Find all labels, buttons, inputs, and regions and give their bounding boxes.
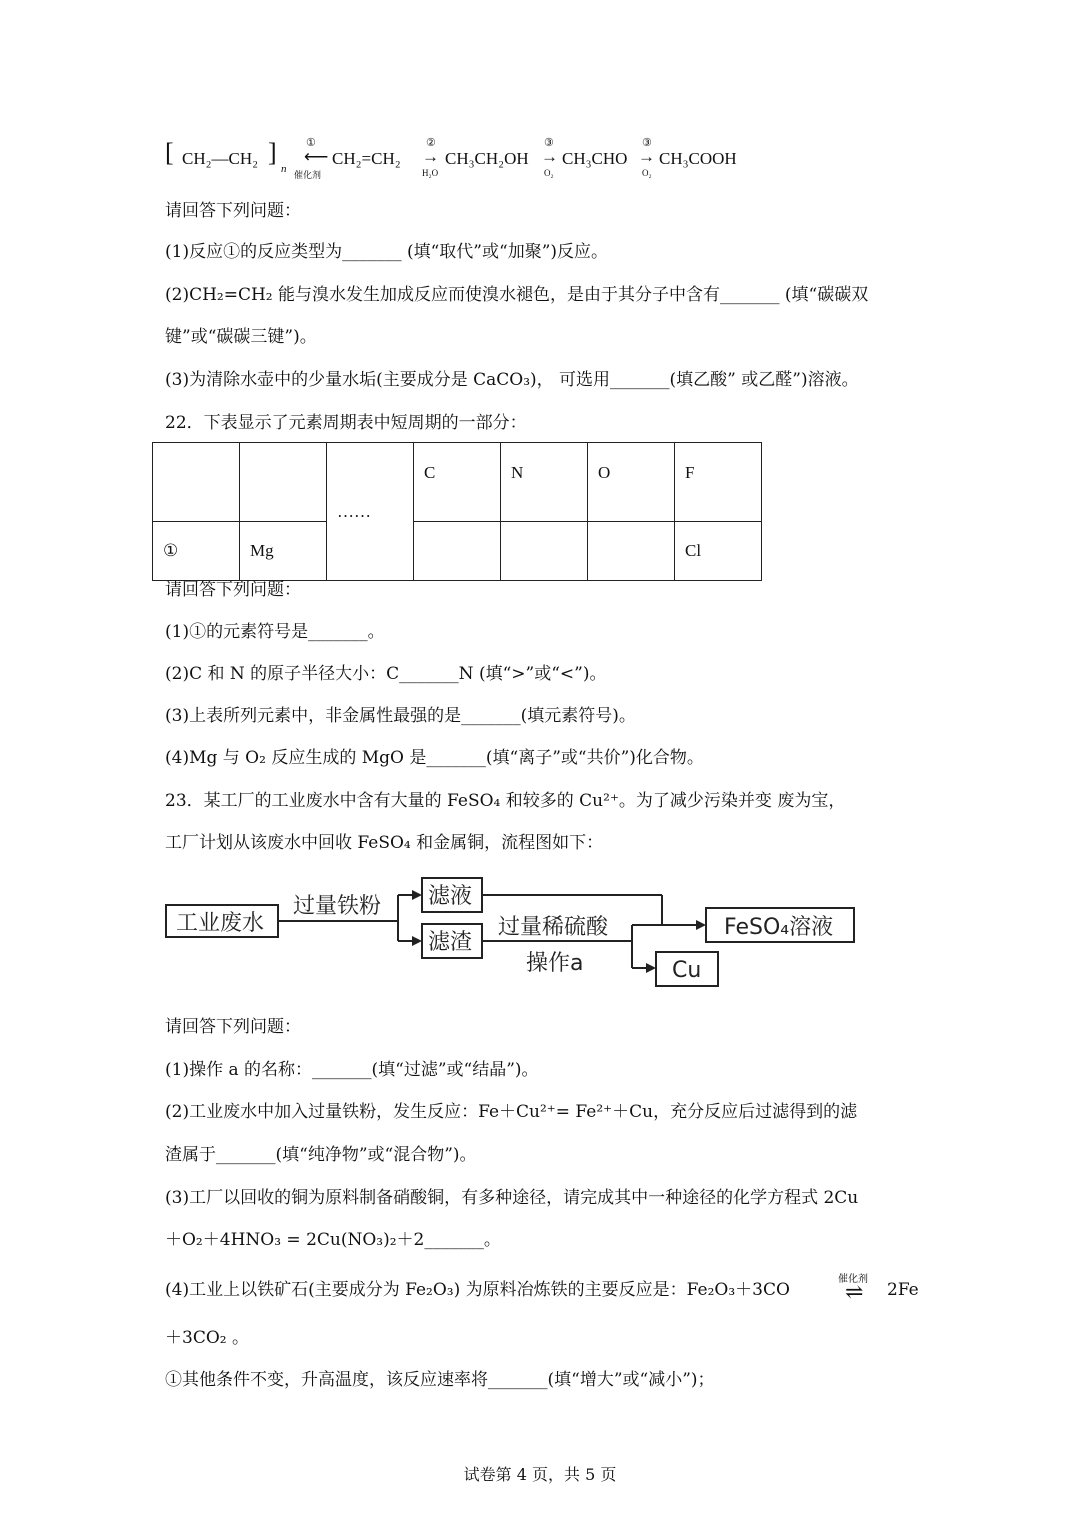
q21-part2a: (2)CH₂=CH₂ 能与溴水发生加成反应而使溴水褪色，是由于其分子中含有_______ (填“碳碳双	[165, 285, 869, 305]
q22-part3: (3)上表所列元素中，非金属性最强的是_______(填元素符号)。	[165, 706, 636, 726]
left-arrow-icon: ⟵	[304, 147, 329, 166]
q21-part1: (1)反应①的反应类型为_______ (填“取代”或“加聚”)反应。	[165, 242, 609, 262]
right-arrow-icon: →	[638, 147, 655, 166]
label-excess-iron: 过量铁粉	[293, 894, 382, 919]
q23-part2a: (2)工业废水中加入过量铁粉，发生反应：Fe＋Cu²⁺= Fe²⁺＋Cu，充分反应后过滤得到的滤	[165, 1102, 858, 1122]
polymer-bracket-right: ]	[268, 138, 277, 167]
table-cell-ellipsis: ……	[327, 443, 414, 581]
polymer-formula: CH₂—CH₂	[182, 149, 259, 168]
periodic-table-fragment	[152, 442, 762, 581]
table-cell	[414, 522, 501, 581]
acetic-acid: CH₃COOH	[659, 149, 737, 168]
label-wastewater: 工业废水	[176, 911, 265, 936]
right-arrow-icon: →	[422, 147, 439, 166]
table-cell: N	[501, 443, 588, 522]
step3a-condition: O₂	[544, 168, 554, 178]
process-flow-diagram	[160, 870, 870, 995]
q21-prompt: 请回答下列问题：	[165, 201, 301, 221]
label-feso4-solution: FeSO₄溶液	[724, 915, 834, 940]
q23-part4-sub1: ①其他条件不变，升高温度，该反应速率将_______(填“增大”或“减小”)；	[165, 1370, 715, 1390]
q23-part4b: ＋3CO₂ 。	[165, 1328, 249, 1348]
acetaldehyde: CH₃CHO	[562, 149, 628, 168]
step3b-number: ③	[642, 137, 652, 149]
arrow-head-icon	[412, 890, 422, 900]
table-cell	[501, 522, 588, 581]
step2-condition: H₂O	[422, 168, 439, 178]
table-row	[153, 443, 762, 522]
q21-part3: (3)为清除水壶中的少量水垢(主要成分是 CaCO₃)， 可选用_______(填乙酸” 或乙醛”)溶液。	[165, 370, 859, 390]
q22-part2: (2)C 和 N 的原子半径大小：C_______N (填“>”或“<”)。	[165, 664, 607, 684]
table-cell: Mg	[240, 522, 327, 581]
catalyst-condition: 催化剂	[838, 1274, 868, 1285]
arrow-head-icon	[646, 963, 656, 973]
table-cell: O	[588, 443, 675, 522]
q23-part3b: ＋O₂＋4HNO₃ = 2Cu(NO₃)₂＋2_______。	[165, 1230, 501, 1250]
q23-part3a: (3)工厂以回收的铜为原料制备硝酸铜，有多种途径，请完成其中一种途径的化学方程式 2Cu	[165, 1188, 859, 1208]
table-cell	[588, 522, 675, 581]
step3a-number: ③	[544, 137, 554, 149]
q21-part2b: 键”或“碳碳三键”)。	[165, 327, 317, 347]
table-row	[153, 522, 762, 581]
q23-title-b: 工厂计划从该废水中回收 FeSO₄ 和金属铜，流程图如下：	[165, 833, 604, 853]
label-dilute-sulfuric: 过量稀硫酸	[498, 915, 609, 940]
q22-title: 22．下表显示了元素周期表中短周期的一部分：	[165, 413, 527, 433]
label-operation-a: 操作a	[526, 951, 584, 976]
product-2fe: 2Fe	[887, 1280, 919, 1300]
q22-part1: (1)①的元素符号是_______。	[165, 622, 385, 642]
table-cell: ①	[153, 522, 240, 581]
page-footer: 试卷第 4 页，共 5 页	[463, 1465, 617, 1484]
table-cell	[153, 443, 240, 522]
polymer-bracket-left: [	[165, 138, 174, 167]
q22-part4: (4)Mg 与 O₂ 反应生成的 MgO 是_______(填“离子”或“共价”)化合物。	[165, 748, 704, 768]
q23-part4a: (4)工业上以铁矿石(主要成分为 Fe₂O₃) 为原料冶炼铁的主要反应是：Fe₂O₃＋3CO	[165, 1280, 790, 1300]
label-cu: Cu	[672, 958, 702, 983]
q23-title-a: 23．某工厂的工业废水中含有大量的 FeSO₄ 和较多的 Cu²⁺。为了减少污染并变 废为宝，	[165, 791, 846, 811]
right-arrow-icon: →	[541, 147, 558, 166]
q23-part2b: 渣属于_______(填“纯净物”或“混合物”)。	[165, 1145, 477, 1165]
q23-prompt: 请回答下列问题：	[165, 1017, 301, 1037]
table-cell	[240, 443, 327, 522]
label-residue: 滤渣	[428, 930, 473, 955]
table-cell: F	[675, 443, 762, 522]
table-cell: Cl	[675, 522, 762, 581]
step1-number: ①	[306, 137, 316, 149]
step2-number: ②	[426, 137, 436, 149]
q23-part1: (1)操作 a 的名称：_______(填“过滤”或“结晶”)。	[165, 1060, 539, 1080]
step3b-condition: O₂	[642, 168, 652, 178]
step1-condition: 催化剂	[294, 170, 322, 180]
arrow-head-icon	[412, 936, 422, 946]
ethanol: CH₃CH₂OH	[445, 149, 529, 168]
q22-prompt: 请回答下列问题：	[165, 580, 301, 600]
equilibrium-arrow-icon: ⇌	[845, 1280, 864, 1305]
ethylene: CH₂=CH₂	[332, 149, 401, 168]
label-filtrate: 滤液	[428, 884, 473, 909]
arrow-head-icon	[696, 920, 706, 930]
table-cell: C	[414, 443, 501, 522]
polymer-n: n	[281, 163, 287, 175]
